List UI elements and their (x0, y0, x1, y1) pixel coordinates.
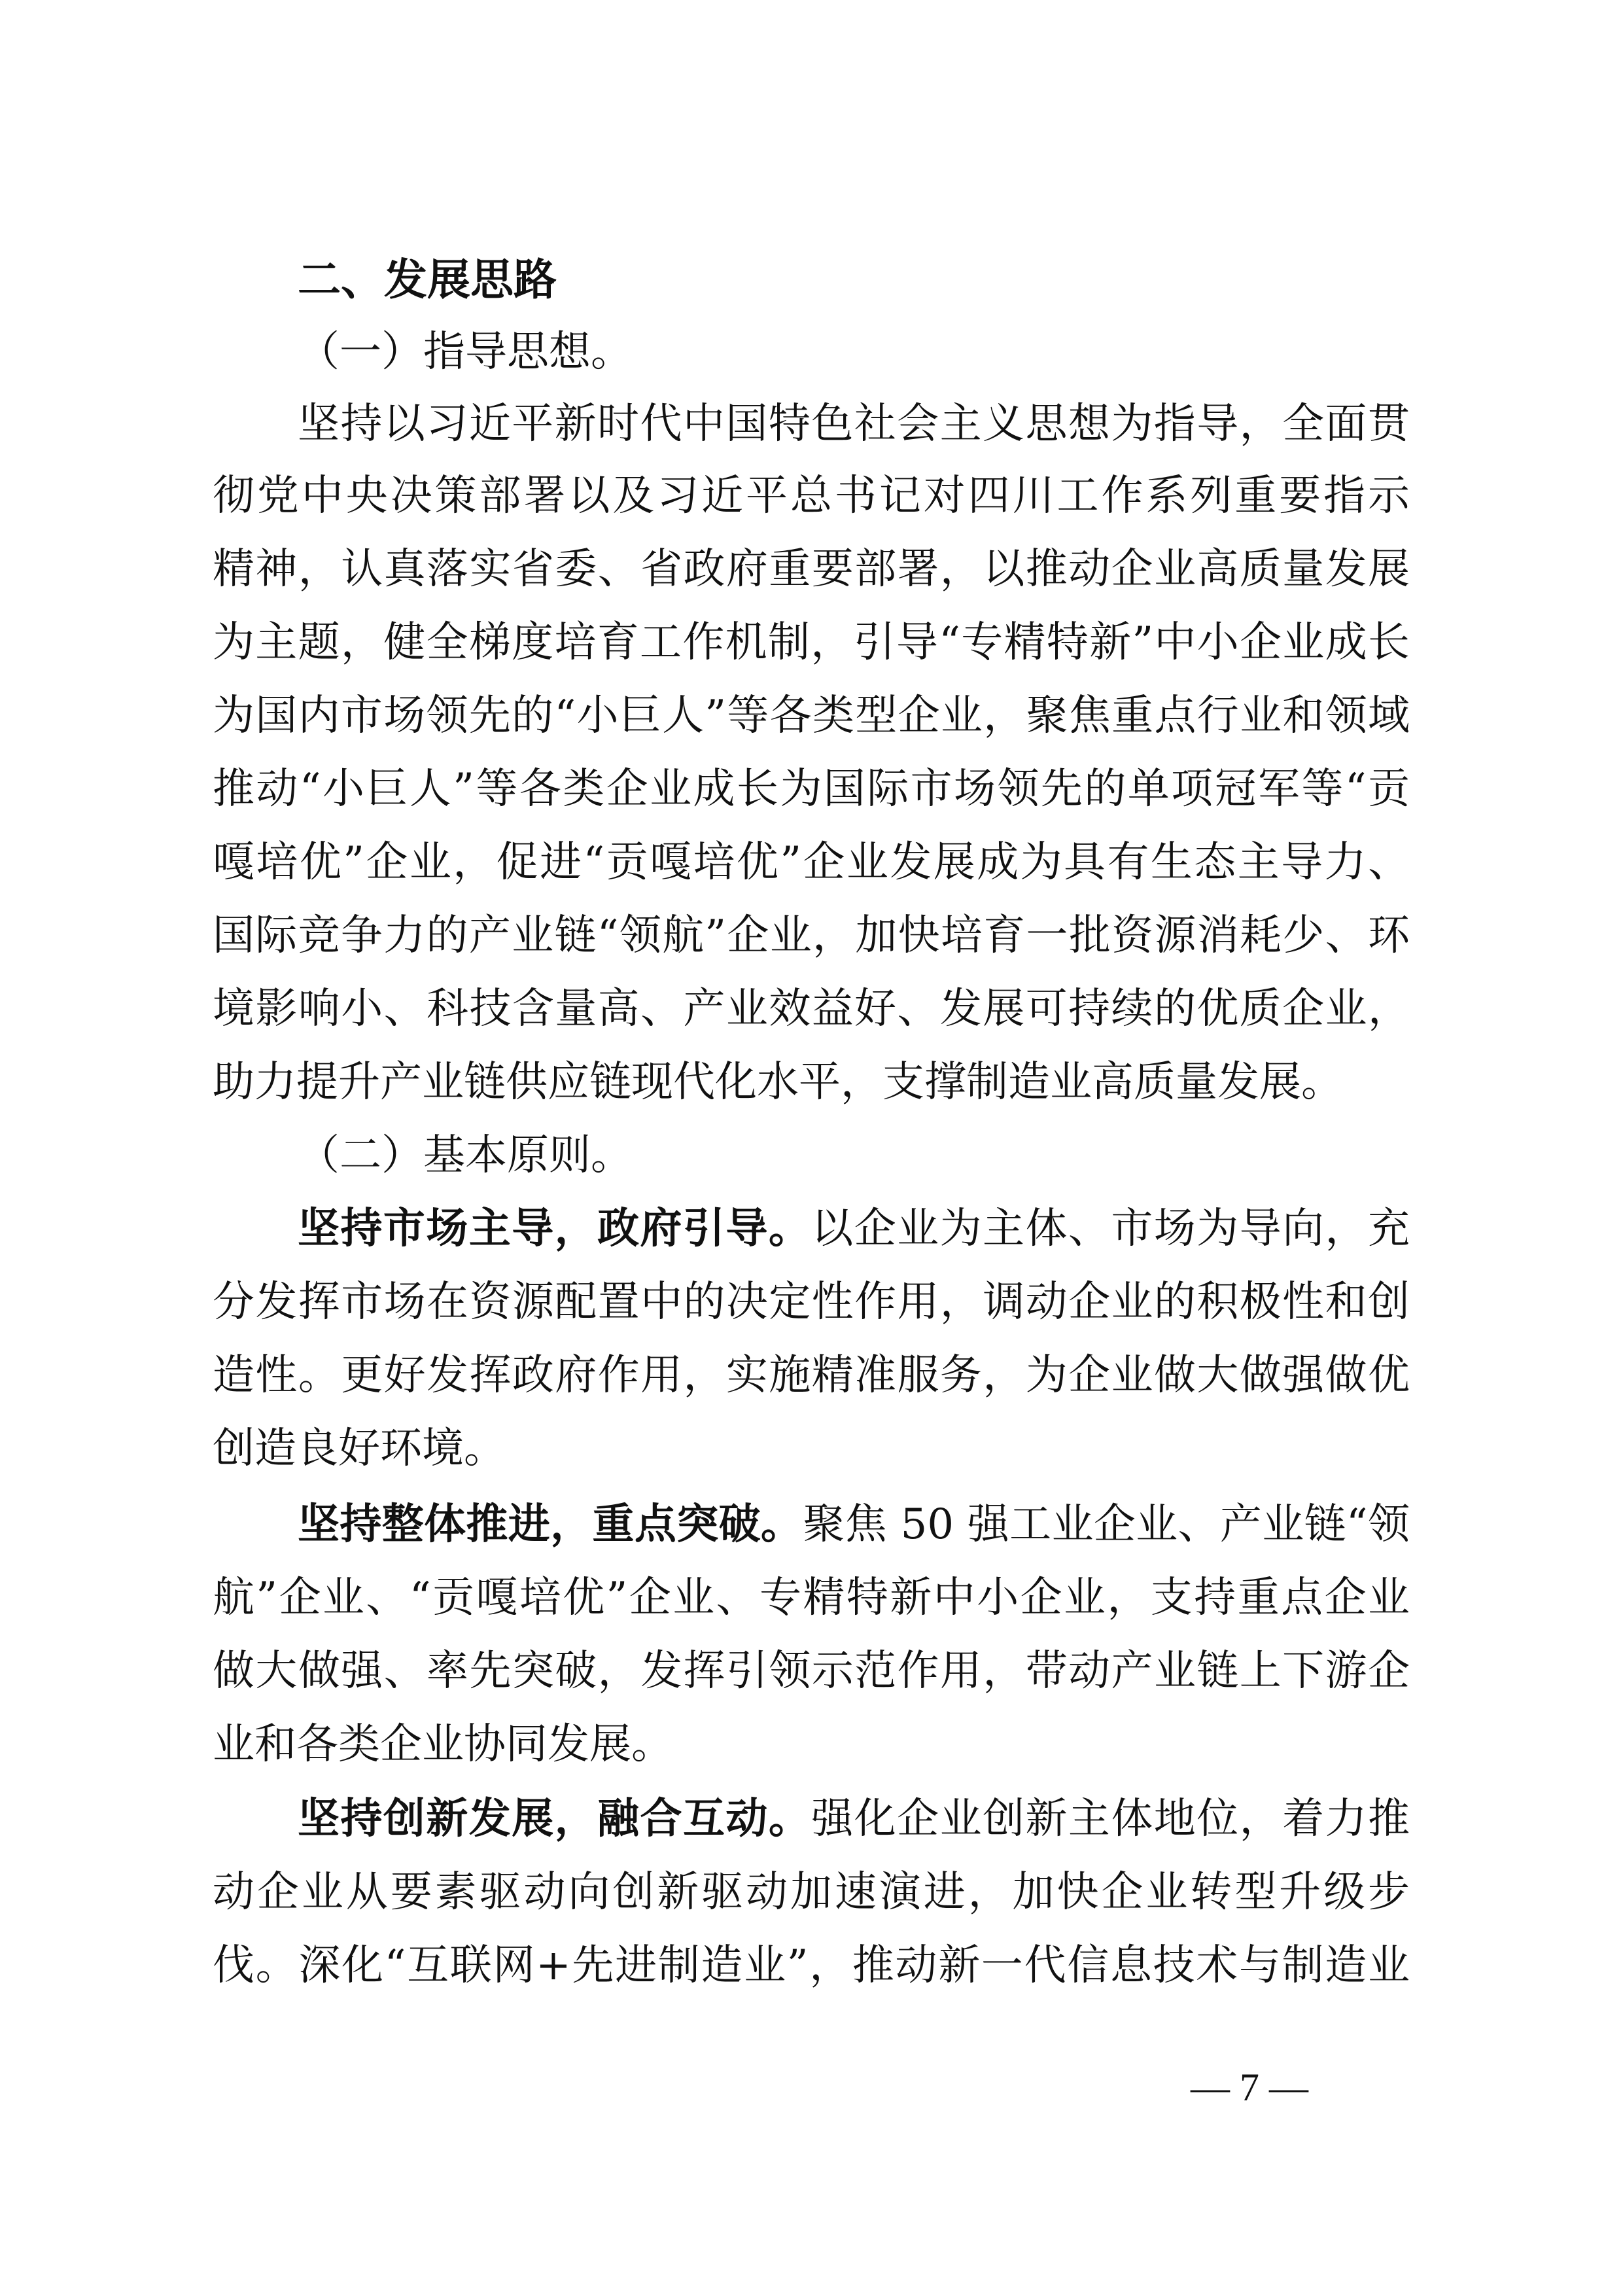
paragraph-line: 创造良好环境。 (213, 1424, 506, 1473)
paragraph-line: 精神，认真落实省委、省政府重要部署，以推动企业高质量发展 (213, 545, 1410, 593)
principle-2-first-line (298, 1498, 1410, 1551)
paragraph-line: 造性。更好发挥政府作用，实施精准服务，为企业做大做强做优 (213, 1351, 1410, 1400)
principle-3-first-line (298, 1793, 1410, 1845)
paragraph-line: 分发挥市场在资源配置中的决定性作用，调动企业的积极性和创 (213, 1278, 1410, 1326)
subheading-guiding-ideology: （一）指导思想。 (298, 328, 633, 376)
paragraph-line: 动企业从要素驱动向创新驱动加速演进，加快企业转型升级步 (213, 1868, 1410, 1916)
principle-2-title: 坚持整体推进，重点突破。 (298, 1500, 803, 1549)
principle-1-title: 坚持市场主导，政府引导。 (298, 1204, 812, 1253)
section-heading: 二、发展思路 (298, 255, 557, 305)
paragraph-line: 做大做强、率先突破，发挥引领示范作用，带动产业链上下游企 (213, 1647, 1410, 1695)
paragraph-line: 彻党中央决策部署以及习近平总书记对四川工作系列重要指示 (213, 472, 1410, 520)
principle-3-text: 强化企业创新主体地位，着力推 (811, 1795, 1410, 1843)
principle-2-text: 聚焦 50 强工业企业、产业链“领 (803, 1500, 1410, 1549)
paragraph-line: 为国内市场领先的“小巨人”等各类型企业，聚焦重点行业和领域 (213, 692, 1410, 740)
paragraph-line: 坚持以习近平新时代中国特色社会主义思想为指导，全面贯 (298, 400, 1410, 448)
paragraph-line: 境影响小、科技含量高、产业效益好、发展可持续的优质企业， (213, 985, 1410, 1033)
principle-3-title: 坚持创新发展，融合互动。 (298, 1794, 812, 1843)
paragraph-line: 国际竞争力的产业链“领航”企业，加快培育一批资源消耗少、环 (213, 911, 1410, 960)
paragraph-line: 助力提升产业链供应链现代化水平，支撑制造业高质量发展。 (213, 1058, 1343, 1106)
paragraph-line: 航”企业、“贡嘎培优”企业、专精特新中小企业，支持重点企业 (213, 1574, 1410, 1622)
paragraph-line: 伐。深化“互联网+先进制造业”，推动新一代信息技术与制造业 (213, 1941, 1410, 1990)
page-number: — 7 — (1191, 2066, 1308, 2109)
principle-1-first-line (298, 1203, 1410, 1255)
principle-1-text: 以企业为主体、市场为导向，充 (811, 1205, 1410, 1253)
paragraph-line: 嘎培优”企业，促进“贡嘎培优”企业发展成为具有生态主导力、 (213, 838, 1410, 887)
paragraph-line: 为主题，健全梯度培育工作机制，引导“专精特新”中小企业成长 (213, 618, 1410, 667)
subheading-basic-principles: （二）基本原则。 (298, 1131, 633, 1180)
paragraph-line: 业和各类企业协同发展。 (213, 1720, 673, 1769)
paragraph-line: 推动“小巨人”等各类企业成长为国际市场领先的单项冠军等“贡 (213, 765, 1410, 813)
